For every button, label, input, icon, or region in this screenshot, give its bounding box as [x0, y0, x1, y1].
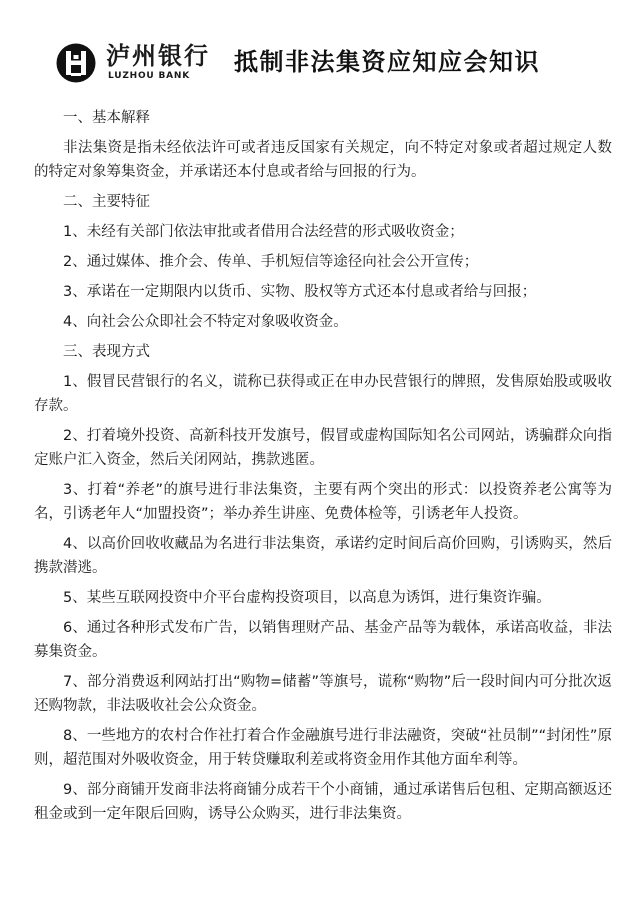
list-item: 5、某些互联网投资中介平台虚构投资项目，以高息为诱饵，进行集资诈骗。: [63, 590, 551, 606]
list-item: 3、打着“养老”的旗号进行非法集资，主要有两个突出的形式：以投资养老公寓等为名，引诱老年人“加盟投资”；举办养生讲座、免费体检等，引诱老年人投资。: [34, 482, 612, 522]
list-item: 8、一些地方的农村合作社打着合作金融旗号进行非法融资，突破“社员制”“封闭性”原则，超范围对外吸收资金，用于转贷赚取利差或将资金用作其他方面牟利等。: [34, 728, 612, 768]
document-title: 抵制非法集资应知应会知识: [234, 48, 540, 76]
section-features: [34, 190, 612, 334]
list-item: 6、通过各种形式发布广告，以销售理财产品、基金产品等为载体，承诺高收益，非法募集资金。: [34, 620, 612, 660]
list-item: 2、通过媒体、推介会、传单、手机短信等途径向社会公开宣传；: [63, 254, 479, 270]
list-item: 4、以高价回收收藏品为名进行非法集资，承诺约定时间后高价回购，引诱购买，然后携款潜逃。: [34, 536, 612, 576]
document-body: [34, 106, 612, 832]
list-item: 4、向社会公众即社会不特定对象吸收资金。: [63, 314, 348, 330]
section-heading: 三、表现方式: [63, 344, 150, 360]
list-item: 7、部分消费返利网站打出“购物=储蓄”等旗号，谎称“购物”后一段时间内可分批次返还购物款，非法吸收社会公众资金。: [34, 674, 612, 714]
list-item: 9、部分商铺开发商非法将商铺分成若干个小商铺，通过承诺售后包租、定期高额返还租金或到一定年限后回购，诱导公众购买，进行非法集资。: [34, 782, 612, 822]
list-item: 3、承诺在一定期限内以货币、实物、股权等方式还本付息或者给与回报；: [63, 284, 537, 300]
section-heading: 一、基本解释: [63, 110, 150, 126]
list-item: 1、未经有关部门依法审批或者借用合法经营的形式吸收资金；: [63, 224, 464, 240]
bank-name-cn: 泸州银行: [106, 41, 210, 70]
paragraph: 非法集资是指未经依法许可或者违反国家有关规定，向不特定对象或者超过规定人数的特定对象筹集资金，并承诺还本付息或者给与回报的行为。: [34, 140, 612, 180]
section-heading: 二、主要特征: [63, 194, 150, 210]
bank-name-en: LUZHOU BANK: [108, 71, 191, 81]
section-basic: [34, 106, 612, 184]
list-item: 1、假冒民营银行的名义，谎称已获得或正在申办民营银行的牌照，发售原始股或吸收存款。: [34, 374, 612, 414]
section-forms: [34, 340, 612, 826]
list-item: 2、打着境外投资、高新科技开发旗号，假冒或虚构国际知名公司网站，诱骗群众向指定账户汇入资金，然后关闭网站，携款逃匿。: [34, 428, 612, 468]
luzhou-bank-logo-icon: [54, 42, 98, 84]
document-header: [54, 40, 614, 88]
